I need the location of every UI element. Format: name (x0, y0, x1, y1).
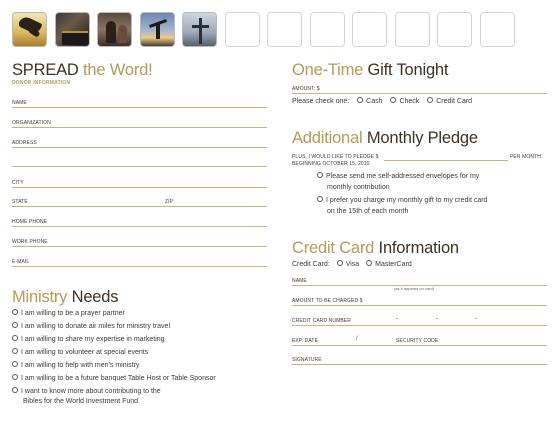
ministry-needs-title: Ministry Needs (12, 288, 119, 306)
card-number-separator: - (396, 316, 398, 322)
cash-option[interactable]: Cash (357, 98, 382, 105)
bible-photo (55, 12, 90, 47)
city-field[interactable] (12, 187, 267, 188)
mastercard-option[interactable]: MasterCard (366, 261, 412, 268)
radio-circle-icon[interactable] (337, 260, 343, 266)
thumbnail-strip (12, 12, 522, 47)
credit-card-option[interactable]: Credit Card (427, 98, 472, 105)
per-month-label: PER MONTH (510, 154, 541, 160)
address-field-2[interactable] (12, 166, 267, 167)
card-number-field[interactable] (292, 325, 547, 326)
need-option[interactable]: I am willing to help with men's ministry (12, 362, 139, 369)
pledge-amount-field[interactable] (384, 160, 508, 161)
people-photo (97, 12, 132, 47)
sunrise-photo (140, 12, 175, 47)
empty-thumbnail (267, 12, 302, 47)
radio-circle-icon[interactable] (12, 374, 18, 380)
security-code-label: SECURITY CODE (396, 338, 439, 344)
signature-field[interactable] (292, 364, 547, 365)
name-field[interactable] (12, 107, 267, 108)
home-phone-field[interactable] (12, 226, 267, 227)
card-name-hint: (as it appears on card) (394, 286, 435, 291)
city-label: CITY (12, 180, 24, 186)
exp-security-field[interactable] (292, 345, 547, 346)
payment-method-row: Please check one: Cash Check Credit Card (292, 98, 473, 105)
credit-card-title: Credit Card Information (292, 239, 459, 257)
home-phone-label: HOME PHONE (12, 219, 48, 225)
amount-field[interactable] (292, 93, 547, 94)
need-option[interactable]: I am willing to share my expertise in marketing (12, 336, 165, 343)
cross-photo (182, 12, 217, 47)
card-number-separator: - (436, 316, 438, 322)
empty-thumbnail (395, 12, 430, 47)
empty-thumbnail (352, 12, 387, 47)
need-option[interactable]: I am willing to volunteer at special events (12, 349, 148, 356)
email-field[interactable] (12, 266, 267, 267)
need-option[interactable]: I am willing to be a prayer partner (12, 310, 125, 317)
work-phone-label: WORK PHONE (12, 239, 48, 245)
empty-thumbnail (437, 12, 472, 47)
signature-label: SIGNATURE (292, 357, 322, 363)
charge-card-option[interactable]: I prefer you charge my monthly gift to my credit card (317, 197, 487, 204)
card-number-label: CREDIT CARD NUMBER (292, 318, 351, 324)
state-label: STATE (12, 199, 28, 205)
pledge-label: PLUS, I WOULD LIKE TO PLEDGE $ (292, 154, 379, 160)
amount-charged-label: AMOUNT TO BE CHARGED $ (292, 298, 363, 304)
radio-circle-icon[interactable] (12, 335, 18, 341)
need-option[interactable]: I am willing to donate air miles for ministry travel (12, 323, 170, 330)
radio-circle-icon[interactable] (317, 172, 323, 178)
radio-circle-icon[interactable] (12, 322, 18, 328)
charge-card-option-continued: on the 15th of each month (327, 208, 409, 215)
organization-field[interactable] (12, 127, 267, 128)
work-phone-field[interactable] (12, 246, 267, 247)
one-time-gift-title: One-Time Gift Tonight (292, 61, 449, 79)
exp-date-slash: / (356, 336, 358, 342)
envelopes-option[interactable]: Please send me self-addressed envelopes for my (317, 173, 479, 180)
radio-circle-icon[interactable] (390, 97, 396, 103)
email-label: E-MAIL (12, 259, 30, 265)
card-type-row: Credit Card: Visa MasterCard (292, 261, 412, 268)
card-number-separator: - (475, 316, 477, 322)
monthly-pledge-title: Additional Monthly Pledge (292, 129, 478, 147)
hands-photo (12, 12, 47, 47)
radio-circle-icon[interactable] (357, 97, 363, 103)
radio-circle-icon[interactable] (12, 348, 18, 354)
radio-circle-icon[interactable] (12, 361, 18, 367)
envelopes-option-continued: monthly contribution (327, 184, 390, 191)
card-name-label: NAME (292, 278, 307, 284)
check-option[interactable]: Check (390, 98, 419, 105)
empty-thumbnail (480, 12, 515, 47)
exp-date-label: EXP. DATE (292, 338, 319, 344)
visa-option[interactable]: Visa (337, 261, 360, 268)
radio-circle-icon[interactable] (12, 387, 18, 393)
spread-title: SPREAD the Word! (12, 61, 153, 79)
need-option[interactable]: I want to know more about contributing to the (12, 388, 161, 395)
state-zip-field[interactable] (12, 206, 267, 207)
organization-label: ORGANIZATION (12, 120, 51, 126)
name-label: NAME (12, 100, 27, 106)
amount-charged-field[interactable] (292, 305, 547, 306)
empty-thumbnail (225, 12, 260, 47)
donor-info-subtitle: DONOR INFORMATION (12, 80, 71, 86)
radio-circle-icon[interactable] (366, 260, 372, 266)
empty-thumbnail (310, 12, 345, 47)
pledge-start-label: BEGINNING OCTOBER 15, 2010 (292, 161, 370, 167)
zip-label: ZIP (165, 199, 174, 205)
amount-label: AMOUNT: $ (292, 86, 320, 92)
radio-circle-icon[interactable] (427, 97, 433, 103)
need-option-continued: Bibles for the World Investment Fund (23, 398, 139, 405)
radio-circle-icon[interactable] (317, 196, 323, 202)
address-field[interactable] (12, 147, 267, 148)
need-option[interactable]: I am willing to be a future banquet Table Host or Table Sponsor (12, 375, 216, 382)
address-label: ADDRESS (12, 140, 37, 146)
radio-circle-icon[interactable] (12, 309, 18, 315)
